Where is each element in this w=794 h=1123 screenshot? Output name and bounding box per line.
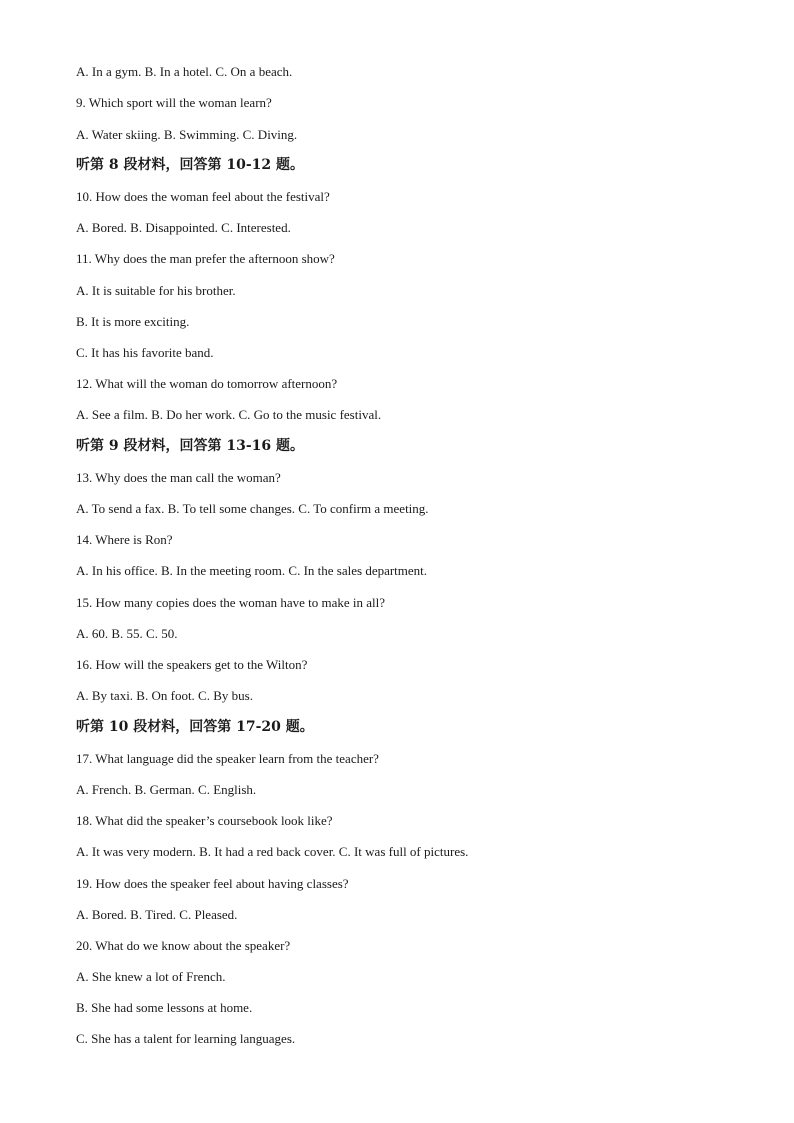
option-line: A. She knew a lot of French. [76, 969, 226, 984]
option-line: B. It is more exciting. [76, 314, 190, 329]
section-heading: 听第 8 段材料，回答第 10-12 题。 [76, 157, 305, 173]
option-line: A. Water skiing. B. Swimming. C. Diving. [76, 127, 298, 142]
question-line: 16. How will the speakers get to the Wilton? [76, 657, 308, 672]
option-line: A. French. B. German. C. English. [76, 782, 257, 797]
question-line: 13. Why does the man call the woman? [76, 470, 281, 485]
option-line: A. It was very modern. B. It had a red back cover. C. It was full of pictures. [76, 844, 469, 859]
option-line: A. Bored. B. Disappointed. C. Interested. [76, 220, 291, 235]
question-line: 15. How many copies does the woman have to make in all? [76, 595, 386, 610]
option-line: A. In a gym. B. In a hotel. C. On a beach. [76, 64, 293, 79]
option-line: A. It is suitable for his brother. [76, 283, 236, 298]
question-line: 9. Which sport will the woman learn? [76, 95, 272, 110]
option-line: B. She had some lessons at home. [76, 1000, 253, 1015]
question-line: 18. What did the speaker’s coursebook look like? [76, 813, 333, 828]
question-line: 11. Why does the man prefer the afternoon show? [76, 251, 335, 266]
option-line: A. In his office. B. In the meeting room. C. In the sales department. [76, 563, 428, 578]
option-line: A. To send a fax. B. To tell some changes. C. To confirm a meeting. [76, 501, 429, 516]
option-line: A. Bored. B. Tired. C. Pleased. [76, 907, 238, 922]
section-heading: 听第 9 段材料，回答第 13-16 题。 [76, 438, 305, 454]
question-line: 19. How does the speaker feel about having classes? [76, 876, 349, 891]
option-line: C. It has his favorite band. [76, 345, 214, 360]
question-line: 17. What language did the speaker learn from the teacher? [76, 751, 379, 766]
section-heading: 听第 10 段材料，回答第 17-20 题。 [76, 719, 314, 735]
question-line: 20. What do we know about the speaker? [76, 938, 291, 953]
option-line: A. 60. B. 55. C. 50. [76, 626, 178, 641]
option-line: A. See a film. B. Do her work. C. Go to the music festival. [76, 407, 382, 422]
option-line: C. She has a talent for learning languages. [76, 1031, 296, 1046]
question-line: 14. Where is Ron? [76, 532, 173, 547]
option-line: A. By taxi. B. On foot. C. By bus. [76, 688, 253, 703]
question-line: 10. How does the woman feel about the festival? [76, 189, 330, 204]
question-line: 12. What will the woman do tomorrow afternoon? [76, 376, 338, 391]
